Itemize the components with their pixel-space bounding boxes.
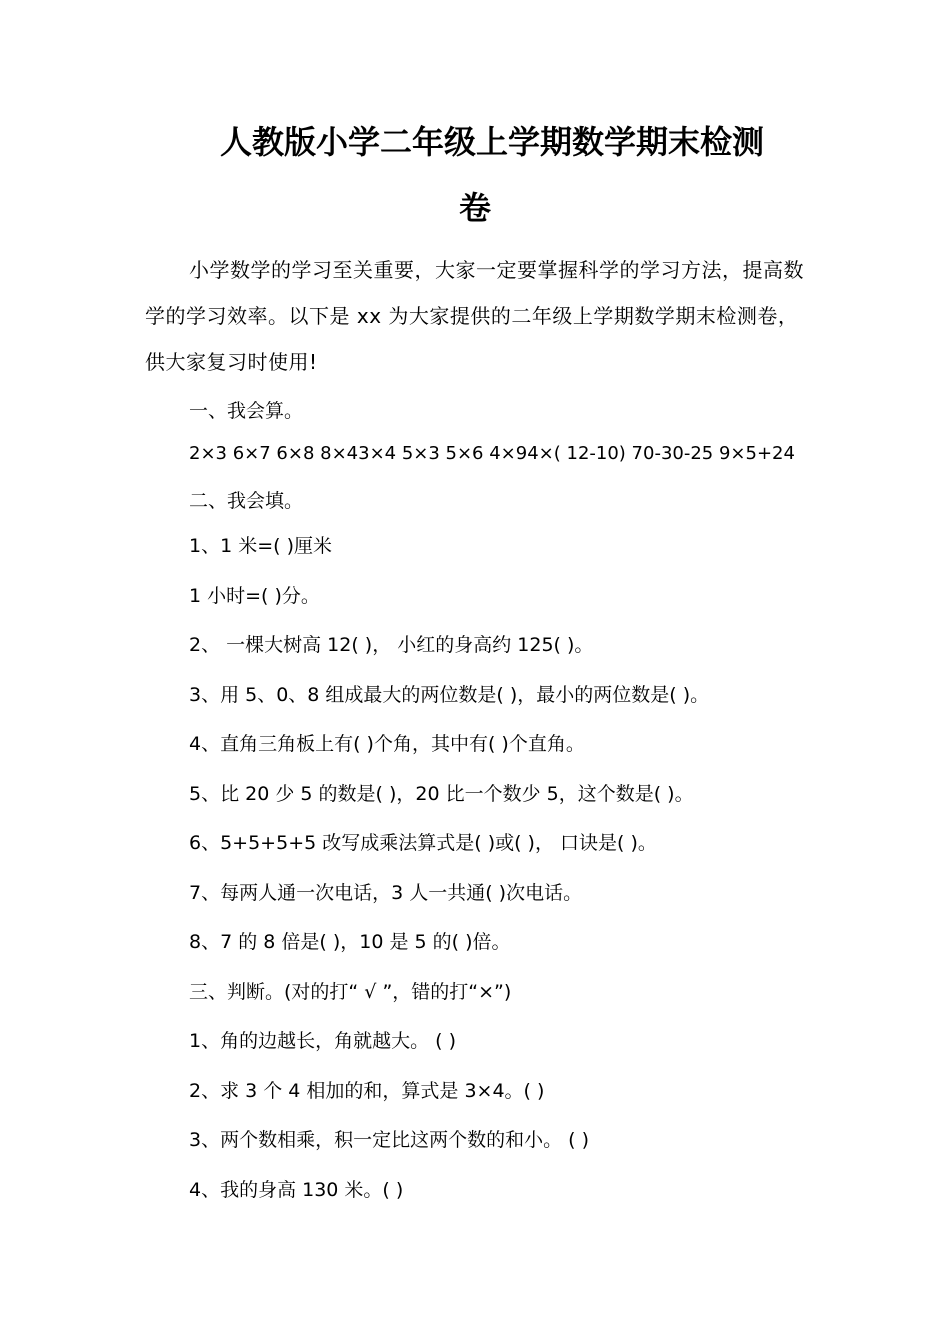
section-heading-judge: 三、判断。(对的打“ √ ”，错的打“×”) <box>189 981 512 1003</box>
document-title-line-1: 人教版小学二年级上学期数学期末检测 <box>220 123 765 161</box>
question-line: 4、我的身高 130 米。( ) <box>189 1179 404 1201</box>
question-line: 7、每两人通一次电话，3 人一共通( )次电话。 <box>189 882 583 904</box>
question-line: 3、用 5、0、8 组成最大的两位数是( )，最小的两位数是( )。 <box>189 684 710 706</box>
question-line: 4、直角三角板上有( )个角，其中有( )个直角。 <box>189 733 585 755</box>
calculation-problems: 2×3 6×7 6×8 8×43×4 5×3 5×6 4×94×( 12-10) 70-30-25 9×5+24 <box>189 443 795 464</box>
question-line: 6、5+5+5+5 改写成乘法算式是( )或( )， 口诀是( )。 <box>189 832 657 854</box>
section-heading-calculate: 一、我会算。 <box>189 400 304 422</box>
question-line: 3、两个数相乘，积一定比这两个数的和小。 ( ) <box>189 1129 589 1151</box>
question-line: 5、比 20 少 5 的数是( )，20 比一个数少 5，这个数是( )。 <box>189 783 694 805</box>
question-line: 1 小时=( )分。 <box>189 585 320 607</box>
section-heading-fill: 二、我会填。 <box>189 490 304 512</box>
intro-paragraph: 小学数学的学习至关重要，大家一定要掌握科学的学习方法，提高数学的学习效率。以下是 xx 为大家提供的二年级上学期数学期末检测卷，供大家复习时使用! <box>145 258 804 374</box>
question-line: 2、 一棵大树高 12( )， 小红的身高约 125( )。 <box>189 634 594 656</box>
question-line: 1、1 米=( )厘米 <box>189 535 333 557</box>
question-line: 1、角的边越长，角就越大。 ( ) <box>189 1030 456 1052</box>
document-title-line-2: 卷 <box>458 189 491 227</box>
question-line: 2、求 3 个 4 相加的和，算式是 3×4。( ) <box>189 1080 545 1102</box>
question-line: 8、7 的 8 倍是( )，10 是 5 的( )倍。 <box>189 931 511 953</box>
